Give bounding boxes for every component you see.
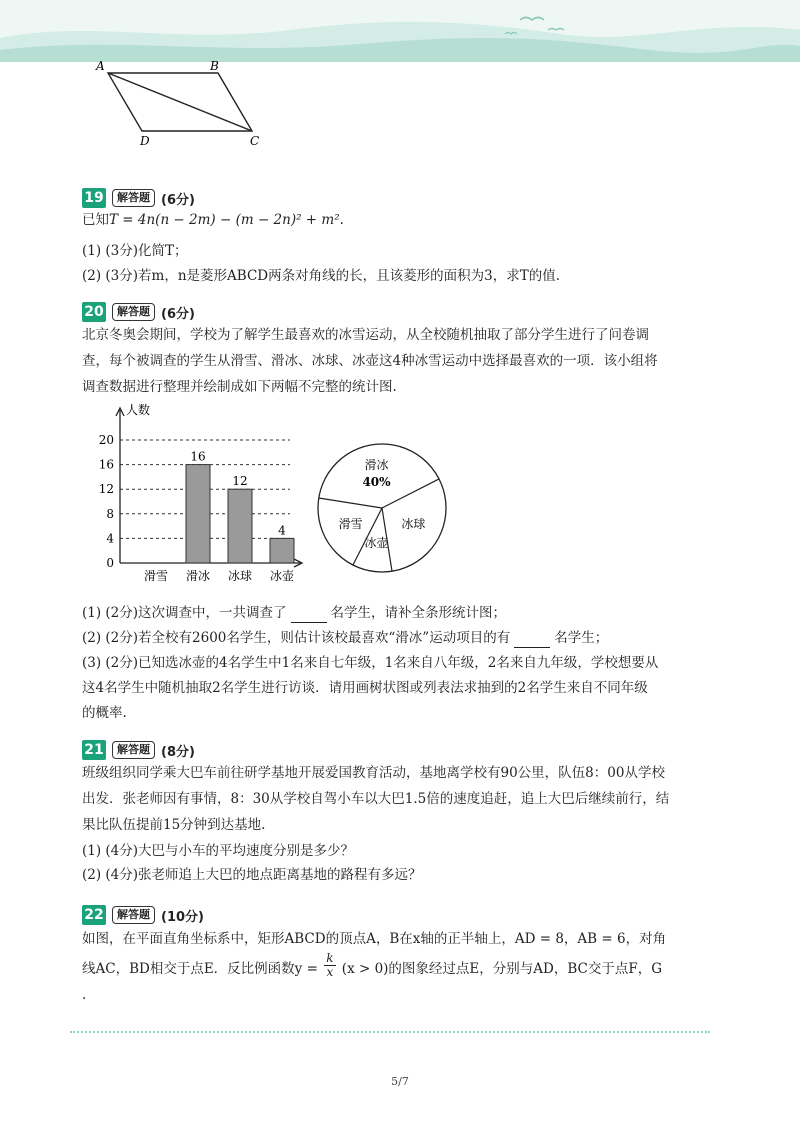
y-tick-label: 16 — [98, 457, 114, 472]
q22-stem-line-1: 如图，在平面直角坐标系中，矩形ABCD的顶点A，B在x轴的正半轴上，AD = 8，AB = 6，对角 — [82, 931, 667, 947]
q20-part-1-text-b: 名学生，请补全条形统计图； — [330, 605, 507, 621]
q20-stem-line-2: 查，每个被调查的学生从滑雪、滑冰、冰球、冰壶这4种冰雪运动中选择最喜欢的一项．该小组将 — [82, 353, 658, 369]
y-tick-label: 8 — [106, 506, 114, 521]
pie-slice-label: 冰壶 — [364, 535, 389, 550]
question-score: (6分) — [161, 306, 195, 322]
y-axis-label: 人数 — [126, 403, 151, 417]
q21-stem-line-3: 果比队伍提前15分钟到达基地. — [82, 817, 266, 833]
vertex-label-c: C — [250, 134, 260, 148]
q20-part-3-line-2: 这4名学生中随机抽取2名学生进行访谈．请用画树状图或列表法求抽到的2名学生来自不同年级 — [82, 680, 648, 696]
vertex-label-b: B — [210, 59, 219, 73]
question-22-header — [82, 905, 204, 925]
q20-part-2-text-a: (2) (2分)若全校有2600名学生，则估计该校最喜欢“滑冰”运动项目的有 — [82, 630, 511, 646]
q22-stem-line-3: . — [82, 987, 87, 1003]
question-score: (6分) — [161, 192, 195, 208]
page-number: 5/7 — [391, 1075, 409, 1088]
question-number: 20 — [82, 302, 106, 322]
parallelogram-figure — [90, 58, 280, 153]
question-type-tag: 解答题 — [112, 906, 155, 924]
y-tick-label: 0 — [106, 556, 114, 570]
q19-stem — [82, 210, 722, 230]
x-tick-label: 冰球 — [227, 569, 253, 583]
q19-stem-expression: T = 4n(n − 2m) − (m − 2n)² + m². — [109, 212, 344, 228]
y-tick-label: 12 — [98, 482, 114, 497]
answer-blank[interactable] — [291, 608, 327, 623]
question-type-tag: 解答题 — [112, 741, 155, 759]
y-tick-label: 20 — [98, 433, 114, 447]
bar-value-label: 4 — [278, 523, 286, 538]
pie-slice-label: 滑雪 — [338, 516, 363, 531]
q21-stem-line-2: 出发．张老师因有事情，8：30从学校自驾小车以大巴1.5倍的速度追赶，追上大巴后继续前行，结 — [82, 791, 670, 807]
page-header-banner — [0, 0, 800, 62]
question-19-header — [82, 188, 195, 208]
fraction-numerator: k — [326, 951, 334, 965]
q19-part-1: (1) (3分)化简T； — [82, 243, 188, 259]
q20-part-3-line-3: 的概率. — [82, 705, 127, 721]
pie-slice-label: 滑冰 — [364, 458, 389, 473]
bar — [270, 538, 294, 563]
question-score: (8分) — [161, 744, 195, 760]
pie-chart — [312, 438, 452, 578]
question-type-tag: 解答题 — [112, 303, 155, 321]
q21-stem-line-1: 班级组织同学乘大巴车前往研学基地开展爱国教育活动，基地离学校有90公里，队伍8：00从学校 — [82, 765, 665, 781]
q22-stem-line-2-text-b: (x > 0)的图象经过点E，分别与AD，BC交于点F，G — [341, 961, 663, 977]
q20-stem-line-3: 调查数据进行整理并绘制成如下两幅不完整的统计图. — [82, 379, 397, 395]
question-20-header — [82, 302, 195, 322]
q20-part-2-text-b: 名学生； — [554, 630, 609, 646]
q21-part-1: (1) (4分)大巴与小车的平均速度分别是多少？ — [82, 843, 355, 859]
fraction-k-over-x — [324, 952, 335, 979]
question-21-header — [82, 740, 195, 760]
bar — [186, 465, 210, 563]
answer-blank[interactable] — [514, 633, 550, 648]
q22-stem-line-2 — [82, 951, 722, 986]
question-number: 19 — [82, 188, 106, 208]
bar-value-label: 12 — [232, 474, 248, 489]
question-type-tag: 解答题 — [112, 189, 155, 207]
vertex-label-a: A — [96, 59, 105, 73]
q22-stem-line-2-text-a: 线AC，BD相交于点E．反比例函数y = — [82, 961, 318, 977]
q20-part-1-text-a: (1) (2分)这次调查中，一共调查了 — [82, 605, 287, 621]
q21-part-2: (2) (4分)张老师追上大巴的地点距离基地的路程有多远？ — [82, 867, 422, 883]
q19-stem-prefix: 已知 — [82, 212, 109, 228]
x-tick-label: 冰壶 — [269, 569, 295, 583]
question-score: (10分) — [161, 909, 204, 925]
x-tick-label: 滑雪 — [143, 569, 169, 583]
q19-part-2: (2) (3分)若m，n是菱形ABCD两条对角线的长，且该菱形的面积为3，求T的值. — [82, 268, 560, 284]
bar — [228, 489, 252, 563]
y-tick-label: 4 — [106, 531, 114, 546]
q20-stem-line-1: 北京冬奥会期间，学校为了解学生最喜欢的冰雪运动，从全校随机抽取了部分学生进行了问卷调 — [82, 327, 649, 343]
q20-part-3-line-1: (3) (2分)已知选冰壶的4名学生中1名来自七年级，1名来自八年级，2名来自九年级，学校想要从 — [82, 655, 659, 671]
bar-chart — [90, 398, 310, 588]
diagonal-ac — [108, 73, 252, 131]
question-number: 22 — [82, 905, 106, 925]
footer-divider — [70, 1031, 710, 1033]
pie-slice-label: 冰球 — [401, 516, 426, 531]
q20-part-1 — [82, 603, 722, 623]
pie-slice-percent: 40% — [362, 475, 391, 490]
fraction-denominator: x — [326, 965, 334, 979]
q20-part-2 — [82, 628, 722, 648]
vertex-label-d: D — [140, 134, 150, 148]
bar-value-label: 16 — [190, 449, 206, 464]
question-number: 21 — [82, 740, 106, 760]
x-tick-label: 滑冰 — [185, 569, 211, 583]
